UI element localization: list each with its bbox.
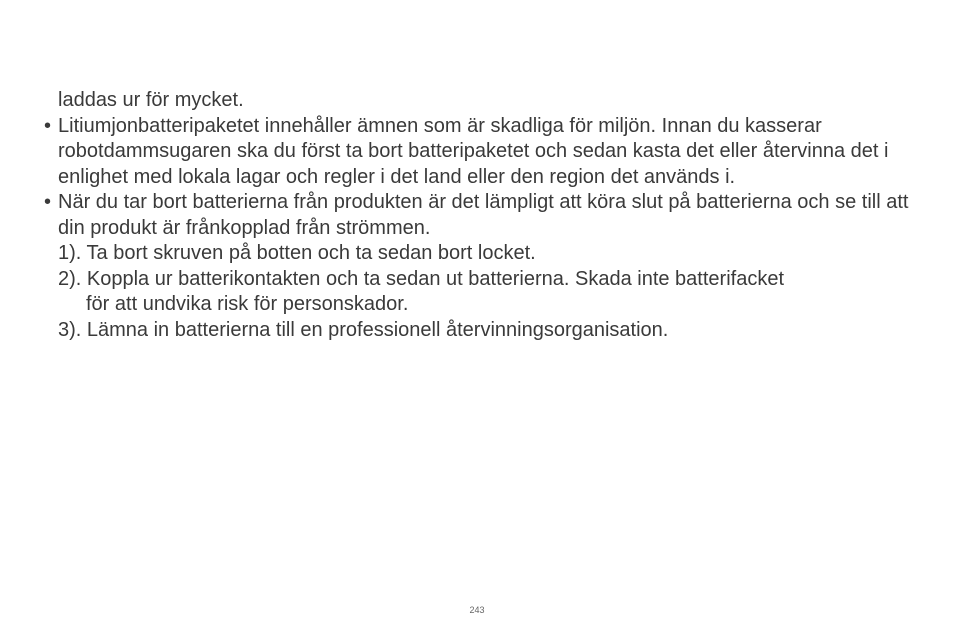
bullet-text: När du tar bort batterierna från produkten är det lämpligt att köra slut på batterierna och se till att din produkt är frånkopplad från strömmen. [58,191,909,239]
step-3 [44,318,924,344]
bullet-item-removal [44,190,924,241]
bullet-marker: • [44,191,52,213]
continuation-text: laddas ur för mycket. [58,89,244,111]
step-1 [44,241,924,267]
page-number: 243 [469,605,485,615]
bullet-marker: • [44,114,52,137]
bullet-item-disposal [44,114,924,191]
bullet-text: Litiumjonbatteripaketet innehåller ämnen som är skadliga för miljön. Innan du kasserar robotdammsugaren ska du först ta bort batteripaketet och sedan kasta det eller återvinna det i enlighet med lokala lagar och regler i det land eller den region det används i. [58,114,889,188]
step-text: 2). Koppla ur batterikontakten och ta sedan ut batterierna. Skada inte batterifacket [58,267,785,290]
step-text-continuation: för att undvika risk för personskador. [86,293,409,315]
step-text: 3). Lämna in batterierna till en professionell återvinningsorganisation. [58,318,669,341]
step-text: 1). Ta bort skruven på botten och ta sedan bort locket. [58,242,536,264]
step-2 [44,267,924,318]
document-body [44,88,924,343]
